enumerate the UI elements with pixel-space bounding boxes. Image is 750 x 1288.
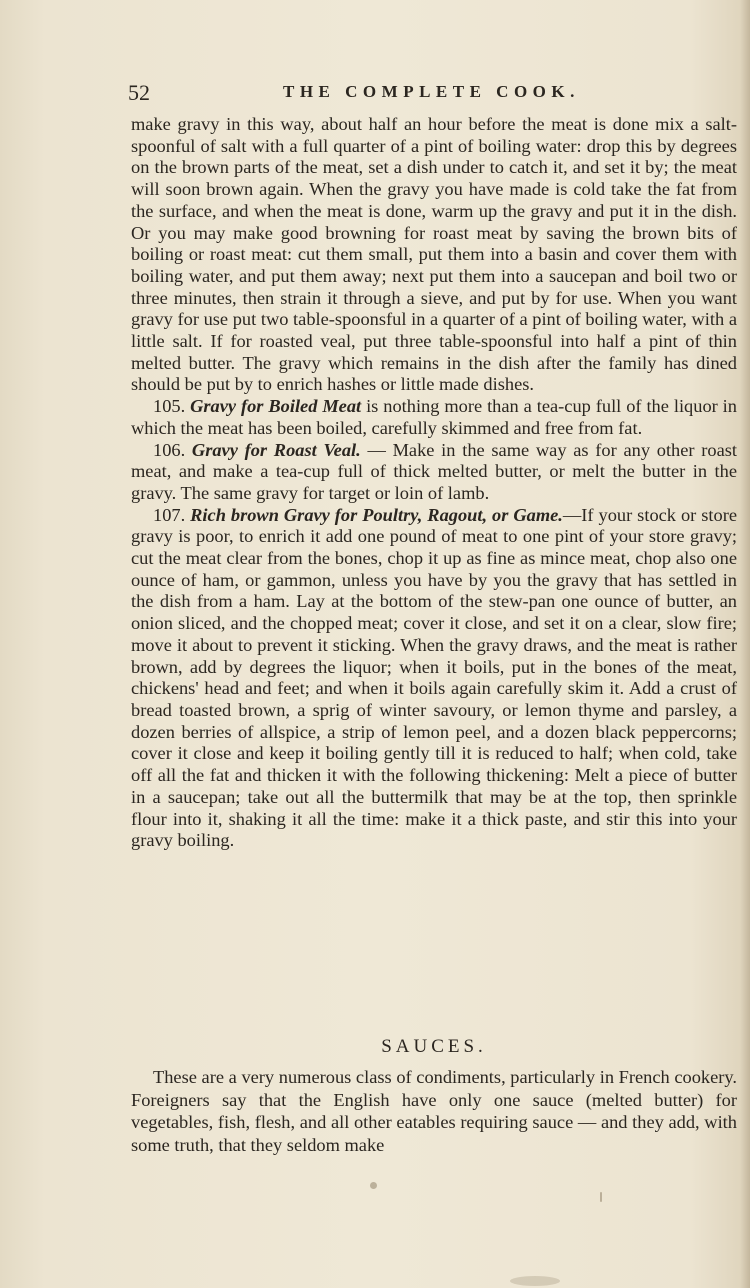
- sauces-section-text: [131, 1066, 737, 1156]
- page-header: [128, 80, 738, 106]
- paper-speck: [510, 1276, 560, 1286]
- paper-speck: [600, 1192, 602, 1202]
- paragraph-107: [131, 505, 737, 852]
- section-heading: SAUCES.: [381, 1036, 487, 1057]
- recipe-number: 107.: [153, 504, 186, 525]
- page-edge-shadow: [740, 0, 750, 1288]
- body-text: [131, 114, 737, 852]
- paragraph-text: —If your stock or store gravy is poor, to enrich it add one pound of meat to one pint of your store gravy; cut the meat clear from the bones, chop it up as fine as mince meat, chop also one ounce of ham, or gammon, unless you have by you the gravy that has settled in the dish from a ham. Lay at the bottom of the stew-pan one ounce of butter, an onion sliced, and the chopped meat; cover it close, and set it on a clear, slow fire; move it about to prevent it sticking. When the gravy draws, and the meat is rather brown, add by degrees the liquor; when it boils, put in the bones of the meat, chickens' head and feet; and when it boils again carefully skim it. Add a crust of bread toasted brown, a sprig of winter savoury, or lemon thyme and parsley, a dozen berries of allspice, a strip of lemon peel, and a dozen black peppercorns; cover it close and keep it boiling gently till it is reduced to half; when cold, take off all the fat and thicken it with the following thickening: Melt a piece of butter in a saucepan; take out all the buttermilk that may be at the top, then sprinkle flour into it, shaking it all the time: make it a thick paste, and stir this into your gravy boiling.: [131, 504, 737, 851]
- paper-speck: [370, 1182, 377, 1189]
- page-number: 52: [128, 80, 150, 105]
- recipe-number: 105.: [153, 396, 186, 417]
- paragraph-105: [131, 396, 737, 439]
- recipe-title: Gravy for Roast Veal.: [191, 439, 361, 460]
- paragraph-text: make gravy in this way, about half an hour before the meat is done mix a salt-spoonful of salt with a full quarter of a pint of boiling water: drop this by degrees on the brown parts of the meat, set a dish under to catch it, and set it by; the meat will soon brown again. When the gravy you have made is cold take the fat from the surface, and when the meat is done, warm up the gravy and put it in the dish. Or you may make good browning for roast meat by saving the brown bits of boiling or roast meat: cut them small, put them into a basin and cover them with boiling water, and put them away; next put them into a saucepan and boil two or three minutes, then strain it through a sieve, and put by for use. When you want gravy for use put two table-spoonsful in a quarter of a pint of boiling water, with a little salt. If for roasted veal, put three table-spoonsful into half a pint of thin melted butter. The gravy which remains in the dish after the family has dined should be put by to enrich hashes or little made dishes.: [131, 114, 737, 395]
- recipe-title: Rich brown Gravy for Poultry, Ragout, or Game.: [190, 504, 563, 525]
- paragraph-sauces: These are a very numerous class of condiments, particularly in French cookery. Foreigners say that the English have only one sauce (melted butter) for vegetables, fish, flesh, and all other eatables requiring sauce — and they add, with some truth, that they seldom make: [131, 1067, 737, 1155]
- paragraph-continuation: [131, 114, 737, 396]
- recipe-title: Gravy for Boiled Meat: [190, 396, 362, 417]
- recipe-number: 106.: [153, 439, 186, 460]
- running-head: THE COMPLETE COOK.: [283, 82, 580, 101]
- paragraph-text: is nothing more than a tea-cup full of the liquor in which the meat has been boiled, carefully skimmed and free from fat.: [131, 396, 737, 438]
- paragraph-106: [131, 440, 737, 505]
- paragraph-text: — Make in the same way as for any other roast meat, and make a tea-cup full of thick melted butter, or melt the butter in the gravy. The same gravy for target or loin of lamb.: [131, 439, 738, 503]
